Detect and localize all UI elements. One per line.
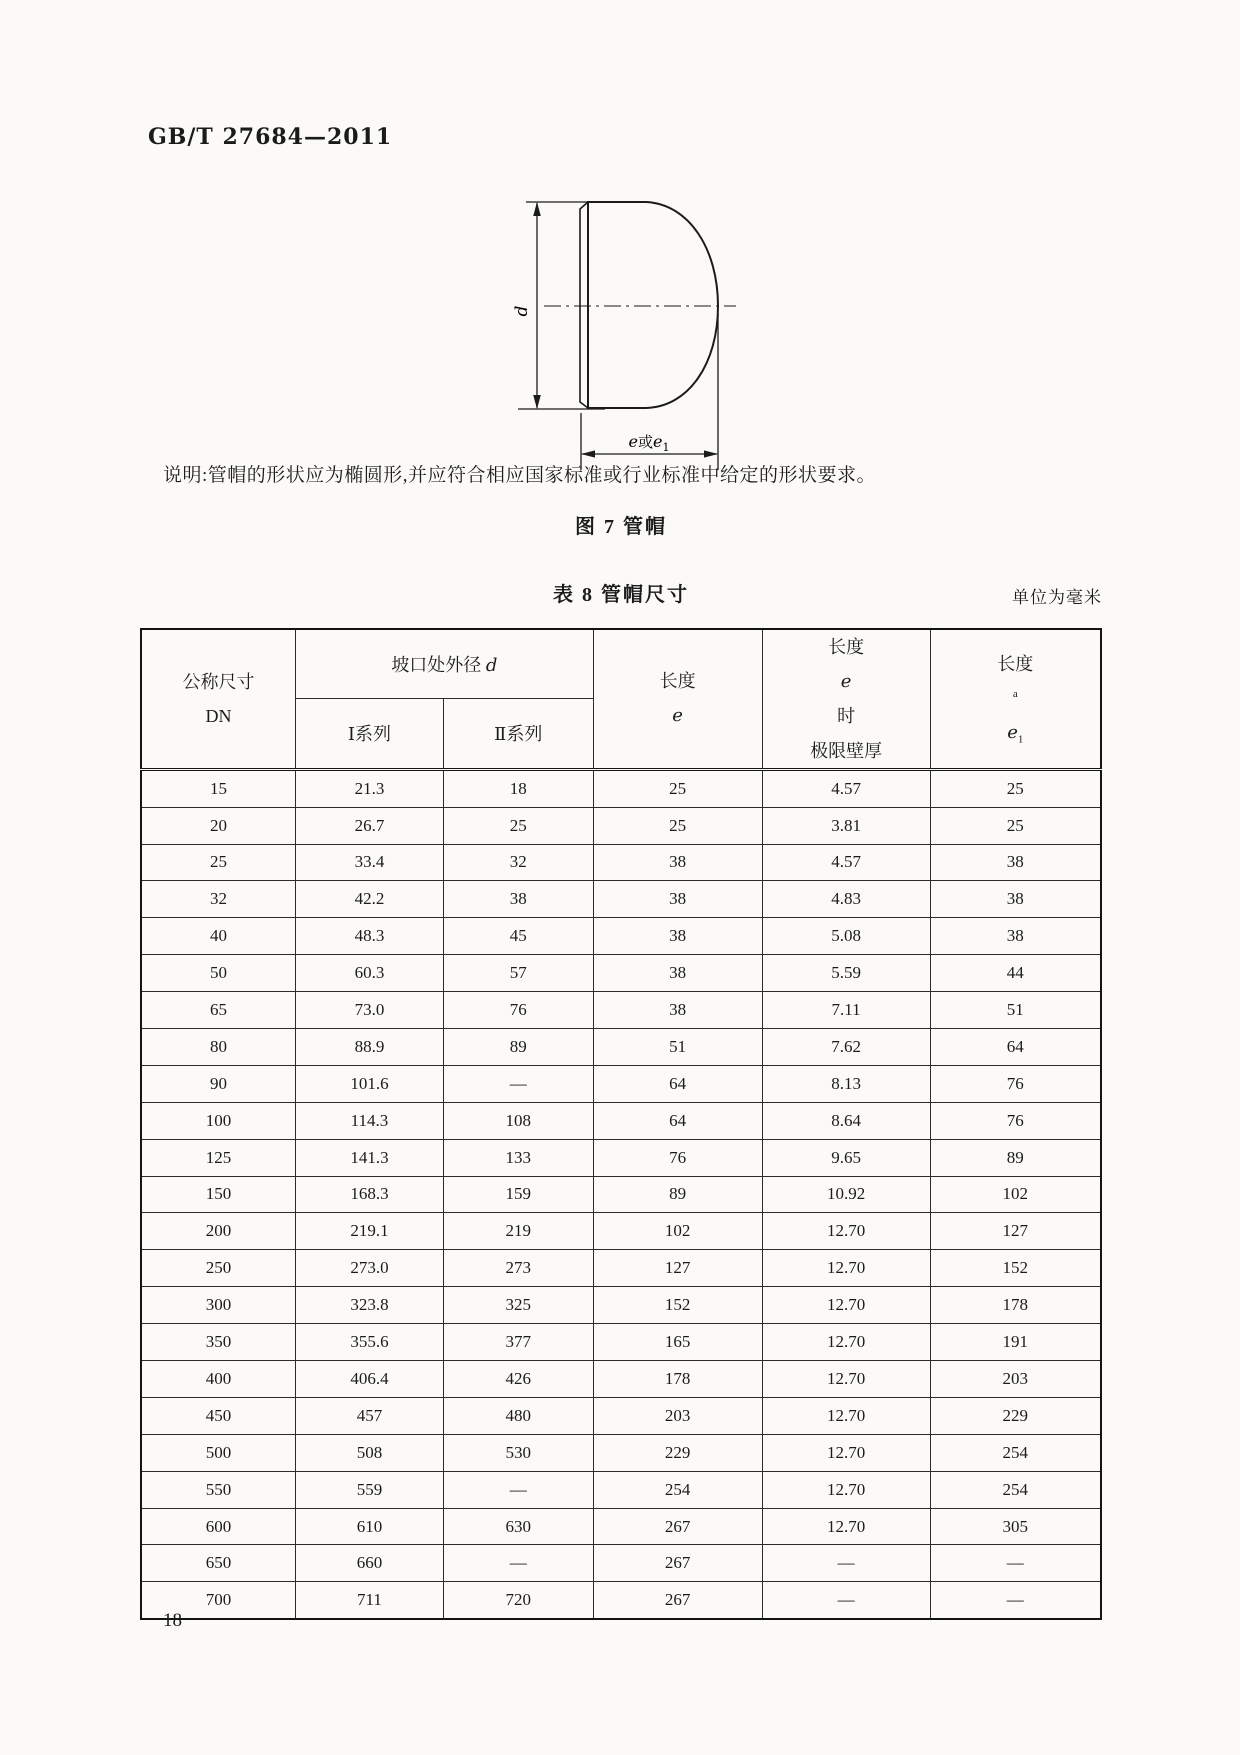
table-cell: 229: [930, 1397, 1101, 1434]
table-cell: 101.6: [296, 1065, 444, 1102]
table-cell: 12.70: [762, 1250, 930, 1287]
table-row: [141, 1287, 1101, 1324]
table-cell: 38: [593, 881, 762, 918]
header-length1-label: 长度: [997, 654, 1034, 675]
table-cell: 73.0: [296, 992, 444, 1029]
cap-weld-edge: [580, 202, 588, 408]
table-cell: 64: [593, 1102, 762, 1139]
table-cell: 102: [593, 1213, 762, 1250]
table-cell: 457: [296, 1397, 444, 1434]
table-cell: 250: [141, 1250, 296, 1287]
table-row: [141, 992, 1101, 1029]
table-cell: 12.70: [762, 1397, 930, 1434]
standard-code: GB/T 27684—2011: [148, 124, 393, 150]
table-cell: 4.57: [762, 844, 930, 881]
table-cell: 127: [593, 1250, 762, 1287]
dim-label-e-sym1: e: [628, 432, 638, 451]
table-cell: 15: [141, 769, 296, 807]
table-cell: 267: [593, 1508, 762, 1545]
table-cell: 610: [296, 1508, 444, 1545]
table-cell: 25: [930, 807, 1101, 844]
header-groove-od-label: 坡口处外径: [391, 655, 486, 676]
table-row: [141, 1361, 1101, 1398]
table-cell: 50: [141, 955, 296, 992]
header-nominal-size-dn: DN: [205, 705, 232, 726]
table-cell: 406.4: [296, 1361, 444, 1398]
header-length1-subscript: 1: [1017, 734, 1024, 747]
table-cell: 51: [593, 1028, 762, 1065]
table-cell: 89: [443, 1028, 593, 1065]
table-cell: 38: [593, 844, 762, 881]
header-length-e1: [930, 629, 1101, 769]
table-cell: 26.7: [296, 807, 444, 844]
table-row: [141, 881, 1101, 918]
table-row: [141, 1397, 1101, 1434]
dim-label-e: [629, 432, 670, 454]
table-cell: 25: [443, 807, 593, 844]
table-cell: 480: [443, 1397, 593, 1434]
table-row: [141, 1582, 1101, 1619]
table-cell: 355.6: [296, 1324, 444, 1361]
table-cell: 267: [593, 1545, 762, 1582]
table-cell: 229: [593, 1434, 762, 1471]
table-cell: 8.64: [762, 1102, 930, 1139]
table-cell: 25: [930, 769, 1101, 807]
table-cell: 165: [593, 1324, 762, 1361]
table-cell: —: [443, 1545, 593, 1582]
unit-note: 单位为毫米: [1012, 588, 1102, 607]
table-row: [141, 1508, 1101, 1545]
table-cell: 660: [296, 1545, 444, 1582]
table-cell: —: [930, 1582, 1101, 1619]
table-cell: 48.3: [296, 918, 444, 955]
table-cell: 89: [930, 1139, 1101, 1176]
table-row: [141, 1324, 1101, 1361]
table-cell: 38: [593, 918, 762, 955]
table-cell: 90: [141, 1065, 296, 1102]
table-cell: 4.83: [762, 881, 930, 918]
table-row: [141, 1176, 1101, 1213]
dim-label-e-sym2: e: [653, 432, 663, 451]
table-cell: 33.4: [296, 844, 444, 881]
table-cell: —: [443, 1065, 593, 1102]
table-cell: 350: [141, 1324, 296, 1361]
table-row: [141, 1139, 1101, 1176]
table-cell: 9.65: [762, 1139, 930, 1176]
table-cell: 76: [443, 992, 593, 1029]
table-cell: 32: [141, 881, 296, 918]
header-groove-od-symbol: d: [485, 655, 498, 677]
table-cell: 550: [141, 1471, 296, 1508]
table-cell: 273.0: [296, 1250, 444, 1287]
dim-arrow-left: [581, 450, 595, 457]
table-cell: 191: [930, 1324, 1101, 1361]
table-cell: 152: [593, 1287, 762, 1324]
table-row: [141, 918, 1101, 955]
table-cell: 141.3: [296, 1139, 444, 1176]
table-cell: 108: [443, 1102, 593, 1139]
table-cell: 203: [930, 1361, 1101, 1398]
table-row: [141, 955, 1101, 992]
table-cell: —: [762, 1545, 930, 1582]
table-cell: 300: [141, 1287, 296, 1324]
table-cell: 64: [930, 1028, 1101, 1065]
table-row: [141, 1545, 1101, 1582]
table-cell: 42.2: [296, 881, 444, 918]
table-row: [141, 1471, 1101, 1508]
table-header-row-1: [141, 629, 1101, 699]
table-cell: 7.62: [762, 1028, 930, 1065]
table-cell: 200: [141, 1213, 296, 1250]
table-cell: 4.57: [762, 769, 930, 807]
table-cell: 720: [443, 1582, 593, 1619]
table-row: [141, 1028, 1101, 1065]
table-cell: 273: [443, 1250, 593, 1287]
table-cell: 5.59: [762, 955, 930, 992]
table-cell: 400: [141, 1361, 296, 1398]
header-length-label: 长度: [659, 671, 696, 692]
header-limit-wall: [762, 629, 930, 769]
header-groove-od: [296, 629, 594, 699]
table-cell: 76: [930, 1102, 1101, 1139]
header-series-2: Ⅱ系列: [443, 699, 593, 770]
table-cell: 12.70: [762, 1213, 930, 1250]
table-cell: 178: [930, 1287, 1101, 1324]
table-cell: 44: [930, 955, 1101, 992]
table-row: [141, 1434, 1101, 1471]
table-cell: —: [762, 1582, 930, 1619]
table-cell: 65: [141, 992, 296, 1029]
table-cell: 711: [296, 1582, 444, 1619]
table-cell: 3.81: [762, 807, 930, 844]
table-cell: 5.08: [762, 918, 930, 955]
table-cell: 630: [443, 1508, 593, 1545]
table-cell: 12.70: [762, 1324, 930, 1361]
dim-arrow-up: [533, 202, 541, 216]
table-cell: 40: [141, 918, 296, 955]
table-cell: 8.13: [762, 1065, 930, 1102]
table-cell: 377: [443, 1324, 593, 1361]
table-cell: 500: [141, 1434, 296, 1471]
dim-arrow-right: [704, 450, 718, 457]
table-cell: 45: [443, 918, 593, 955]
table-cell: 12.70: [762, 1508, 930, 1545]
dimension-table: [140, 628, 1102, 1620]
table-cell: 10.92: [762, 1176, 930, 1213]
table-cell: 426: [443, 1361, 593, 1398]
table-cell: 133: [443, 1139, 593, 1176]
table-cell: 60.3: [296, 955, 444, 992]
table-cell: 267: [593, 1582, 762, 1619]
header-nominal-size: [141, 629, 296, 769]
table-cell: 38: [930, 881, 1101, 918]
table-row: [141, 1250, 1101, 1287]
page-number: 18: [163, 1610, 182, 1631]
table-title: 表 8 管帽尺寸: [553, 584, 689, 606]
dim-label-e-sub: 1: [662, 441, 670, 454]
table-cell: 89: [593, 1176, 762, 1213]
table-cell: —: [443, 1471, 593, 1508]
dim-arrow-down: [533, 395, 541, 409]
header-limit-symbol: e: [840, 671, 852, 693]
table-cell: 18: [443, 769, 593, 807]
table-cell: 51: [930, 992, 1101, 1029]
table-cell: 559: [296, 1471, 444, 1508]
table-cell: 38: [593, 992, 762, 1029]
table-cell: 32: [443, 844, 593, 881]
table-cell: 150: [141, 1176, 296, 1213]
table-row: [141, 807, 1101, 844]
table-cell: 323.8: [296, 1287, 444, 1324]
table-cell: 650: [141, 1545, 296, 1582]
table-cell: 21.3: [296, 769, 444, 807]
table-cell: 38: [930, 918, 1101, 955]
table-cell: 80: [141, 1028, 296, 1065]
table-cell: 178: [593, 1361, 762, 1398]
header-length-symbol: e: [672, 705, 683, 727]
header-length1-symbol: e: [1007, 722, 1018, 744]
figure-note: 说明:管帽的形状应为椭圆形,并应符合相应国家标准或行业标准中给定的形状要求。: [163, 465, 877, 486]
table-cell: 203: [593, 1397, 762, 1434]
table-cell: 254: [930, 1434, 1101, 1471]
dim-label-d: d: [512, 305, 532, 317]
table-cell: 12.70: [762, 1287, 930, 1324]
table-cell: 38: [593, 955, 762, 992]
header-limit-post: 时: [837, 706, 856, 727]
table-cell: 254: [593, 1471, 762, 1508]
table-cell: 168.3: [296, 1176, 444, 1213]
table-cell: 102: [930, 1176, 1101, 1213]
table-cell: 325: [443, 1287, 593, 1324]
header-length1-footnote: a: [1012, 688, 1018, 701]
table-cell: 12.70: [762, 1361, 930, 1398]
table-cell: 7.11: [762, 992, 930, 1029]
dim-label-e-mid: 或: [637, 433, 654, 451]
table-cell: 600: [141, 1508, 296, 1545]
table-cell: 305: [930, 1508, 1101, 1545]
table-cell: 152: [930, 1250, 1101, 1287]
table-cell: 254: [930, 1471, 1101, 1508]
table-cell: 100: [141, 1102, 296, 1139]
table-cell: 219: [443, 1213, 593, 1250]
table-cell: 450: [141, 1397, 296, 1434]
table-cell: 20: [141, 807, 296, 844]
table-row: [141, 1213, 1101, 1250]
table-cell: 12.70: [762, 1434, 930, 1471]
table-row: [141, 769, 1101, 807]
header-length-e: [593, 629, 762, 769]
table-cell: 25: [593, 807, 762, 844]
table-header: [141, 629, 1101, 769]
figure-title: 图 7 管帽: [575, 516, 667, 538]
table-body: [141, 769, 1101, 1619]
table-cell: 159: [443, 1176, 593, 1213]
cap-outline: [588, 202, 718, 408]
table-row: [141, 1065, 1101, 1102]
table-cell: —: [930, 1545, 1101, 1582]
figure-pipe-cap: [430, 156, 750, 478]
table-cell: 76: [930, 1065, 1101, 1102]
table-cell: 25: [141, 844, 296, 881]
header-series-1: Ⅰ系列: [296, 699, 444, 770]
table-cell: 57: [443, 955, 593, 992]
table-cell: 88.9: [296, 1028, 444, 1065]
table-cell: 125: [141, 1139, 296, 1176]
table-cell: 508: [296, 1434, 444, 1471]
table-cell: 219.1: [296, 1213, 444, 1250]
table-cell: 76: [593, 1139, 762, 1176]
table-cell: 700: [141, 1582, 296, 1619]
header-nominal-size-cn: 公称尺寸: [182, 671, 255, 692]
table-row: [141, 1102, 1101, 1139]
table-cell: 38: [930, 844, 1101, 881]
table-cell: 127: [930, 1213, 1101, 1250]
table-row: [141, 844, 1101, 881]
table-cell: 38: [443, 881, 593, 918]
table-cell: 530: [443, 1434, 593, 1471]
header-limit-line2: 极限壁厚: [810, 740, 883, 761]
table-cell: 25: [593, 769, 762, 807]
table-cell: 12.70: [762, 1471, 930, 1508]
header-limit-pre: 长度: [828, 637, 865, 657]
table-cell: 64: [593, 1065, 762, 1102]
pipe-cap-drawing-svg: [430, 156, 750, 478]
table-cell: 114.3: [296, 1102, 444, 1139]
